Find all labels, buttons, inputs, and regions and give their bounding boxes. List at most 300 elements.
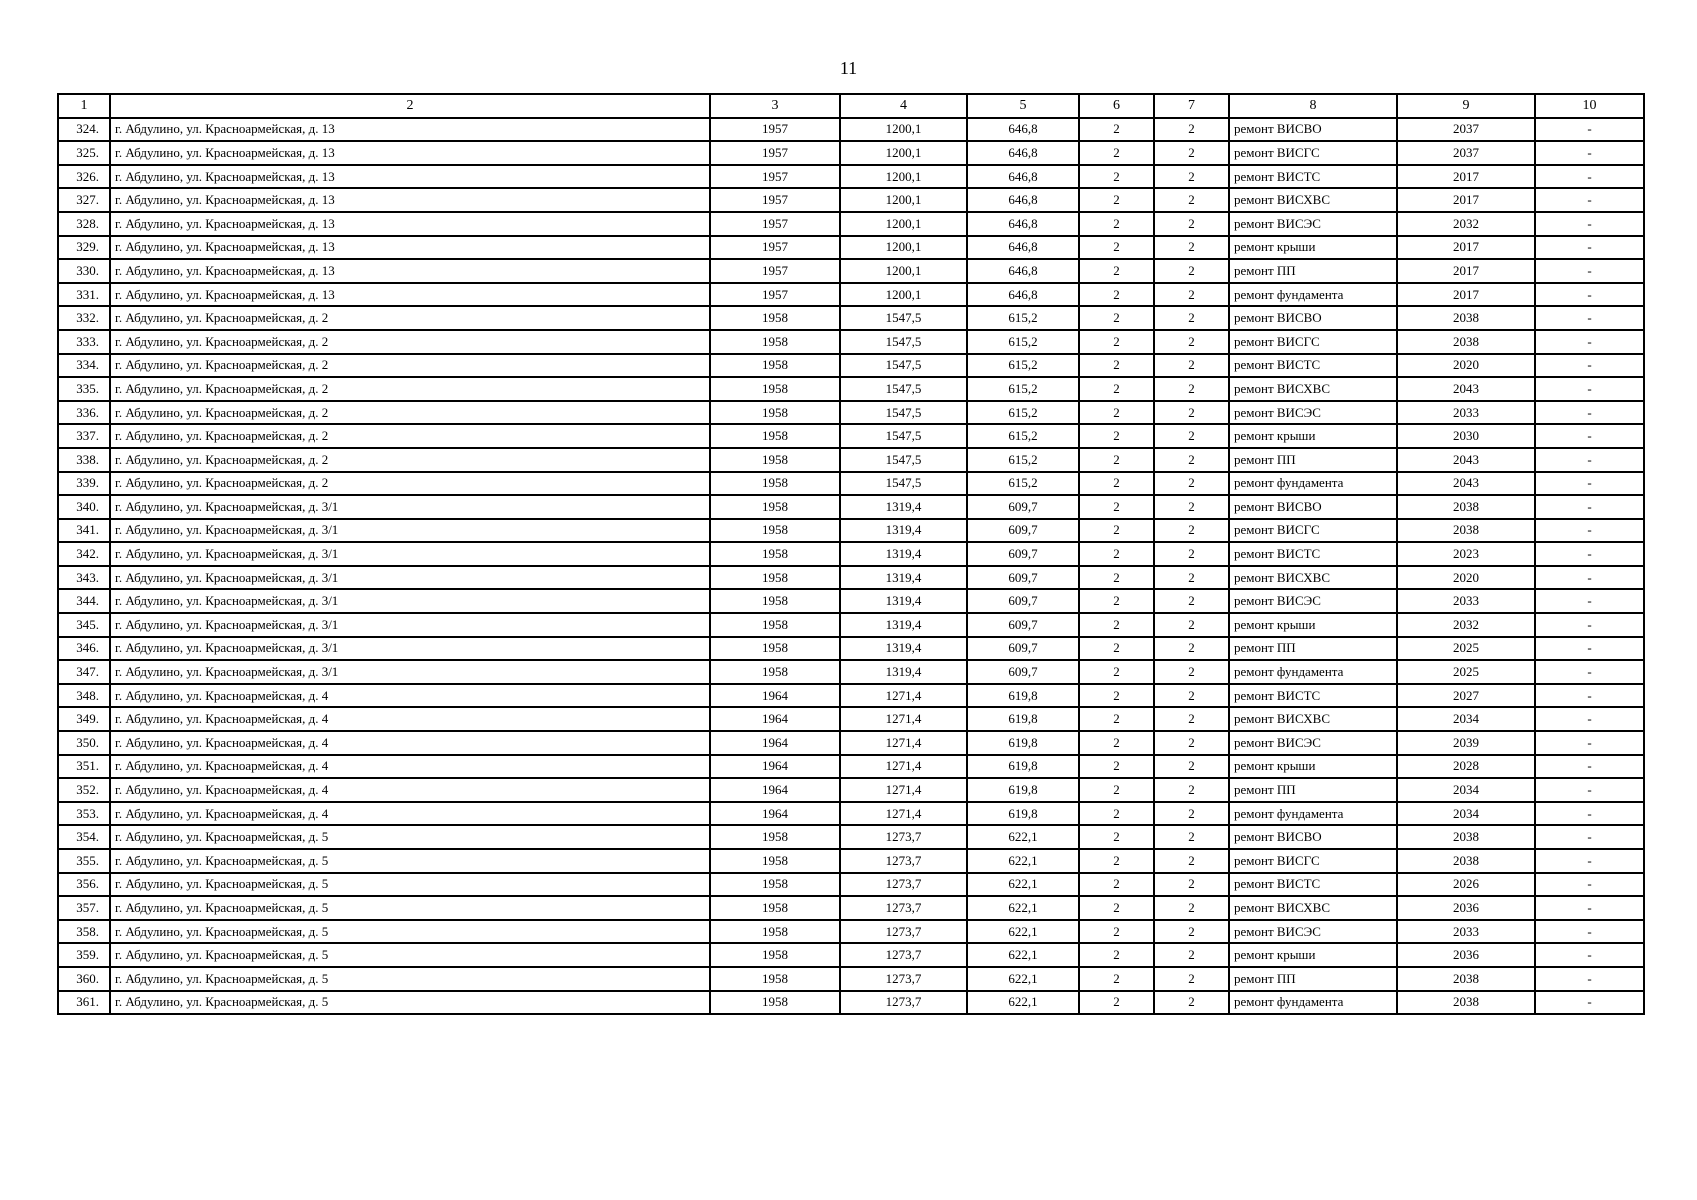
col-year-built-cell: 1958 [710,660,840,684]
table-row [58,165,1644,189]
col-living-area-cell: 615,2 [967,306,1079,330]
col-floors-cell: 2 [1079,943,1154,967]
col-number-cell: 334. [58,354,110,378]
col-floors-cell: 2 [1079,377,1154,401]
col-year-planned-cell: 2038 [1397,519,1535,543]
col-total-area-cell: 1319,4 [840,519,967,543]
col-note-cell: - [1535,613,1644,637]
col-living-area-cell: 609,7 [967,613,1079,637]
col-number-cell: 337. [58,424,110,448]
col-address-cell: г. Абдулино, ул. Красноармейская, д. 5 [110,825,710,849]
col-number-cell: 336. [58,401,110,425]
col-number-cell: 349. [58,707,110,731]
col-address-cell: г. Абдулино, ул. Красноармейская, д. 5 [110,873,710,897]
col-year-planned-cell: 2033 [1397,401,1535,425]
col-total-area-cell: 1319,4 [840,566,967,590]
col-entrances-cell: 2 [1154,896,1229,920]
table-row [58,283,1644,307]
col-address-cell: г. Абдулино, ул. Красноармейская, д. 4 [110,802,710,826]
col-floors-cell: 2 [1079,637,1154,661]
col-floors-cell: 2 [1079,920,1154,944]
col-entrances-cell: 2 [1154,424,1229,448]
col-work-type-cell: ремонт крыши [1229,943,1397,967]
col-floors-cell: 2 [1079,495,1154,519]
col-address-cell: г. Абдулино, ул. Красноармейская, д. 3/1 [110,566,710,590]
col-number-cell: 328. [58,212,110,236]
table-row [58,448,1644,472]
col-note-cell: - [1535,967,1644,991]
table-row [58,896,1644,920]
col-number-cell: 358. [58,920,110,944]
col-total-area-cell: 1319,4 [840,613,967,637]
col-year-planned-cell: 2020 [1397,566,1535,590]
col-address-cell: г. Абдулино, ул. Красноармейская, д. 2 [110,424,710,448]
col-year-built-cell: 1964 [710,684,840,708]
col-entrances-cell: 2 [1154,825,1229,849]
col-living-area-cell: 646,8 [967,236,1079,260]
table-row [58,141,1644,165]
table-row [58,306,1644,330]
col-year-built-cell: 1958 [710,542,840,566]
col-year-built-cell: 1964 [710,802,840,826]
col-total-area-cell: 1200,1 [840,236,967,260]
col-floors-cell: 2 [1079,802,1154,826]
col-total-area-cell: 1271,4 [840,731,967,755]
col-floors-cell: 2 [1079,118,1154,142]
col-total-area-cell: 1273,7 [840,873,967,897]
col-work-type-cell: ремонт фундамента [1229,991,1397,1015]
table-row [58,991,1644,1015]
col-work-type-cell: ремонт ВИСГС [1229,519,1397,543]
col-note-cell: - [1535,637,1644,661]
col-address-cell: г. Абдулино, ул. Красноармейская, д. 4 [110,778,710,802]
col-work-type-cell: ремонт фундамента [1229,660,1397,684]
col-address-cell: г. Абдулино, ул. Красноармейская, д. 13 [110,118,710,142]
col-address-cell: г. Абдулино, ул. Красноармейская, д. 2 [110,448,710,472]
col-address-cell: г. Абдулино, ул. Красноармейская, д. 4 [110,707,710,731]
col-total-area-cell: 1200,1 [840,188,967,212]
col-number-cell: 359. [58,943,110,967]
col-work-type-cell: ремонт ВИСВО [1229,306,1397,330]
table-row [58,118,1644,142]
col-entrances-cell: 2 [1154,236,1229,260]
col-living-area-cell: 622,1 [967,920,1079,944]
table-row [58,236,1644,260]
col-floors-cell: 2 [1079,330,1154,354]
col-note-cell: - [1535,354,1644,378]
col-work-type-cell: ремонт крыши [1229,424,1397,448]
col-entrances-cell: 2 [1154,259,1229,283]
col-work-type-cell: ремонт ВИСХВС [1229,188,1397,212]
col-address-cell: г. Абдулино, ул. Красноармейская, д. 5 [110,991,710,1015]
col-entrances-cell: 2 [1154,141,1229,165]
col-living-area-cell: 619,8 [967,755,1079,779]
col-number-cell: 325. [58,141,110,165]
col-entrances-cell: 2 [1154,660,1229,684]
header-col-entrances: 7 [1154,94,1229,118]
col-work-type-cell: ремонт фундамента [1229,802,1397,826]
col-entrances-cell: 2 [1154,778,1229,802]
col-living-area-cell: 619,8 [967,802,1079,826]
col-year-planned-cell: 2023 [1397,542,1535,566]
col-number-cell: 361. [58,991,110,1015]
col-total-area-cell: 1547,5 [840,448,967,472]
col-number-cell: 330. [58,259,110,283]
table-row [58,401,1644,425]
col-entrances-cell: 2 [1154,306,1229,330]
table-row [58,259,1644,283]
col-year-built-cell: 1957 [710,283,840,307]
col-year-planned-cell: 2032 [1397,613,1535,637]
col-note-cell: - [1535,778,1644,802]
col-year-planned-cell: 2017 [1397,165,1535,189]
col-note-cell: - [1535,236,1644,260]
col-floors-cell: 2 [1079,141,1154,165]
col-entrances-cell: 2 [1154,731,1229,755]
col-living-area-cell: 646,8 [967,118,1079,142]
col-year-built-cell: 1957 [710,259,840,283]
col-address-cell: г. Абдулино, ул. Красноармейская, д. 2 [110,472,710,496]
col-year-built-cell: 1958 [710,873,840,897]
header-col-note: 10 [1535,94,1644,118]
col-year-built-cell: 1958 [710,448,840,472]
col-total-area-cell: 1319,4 [840,637,967,661]
col-year-built-cell: 1958 [710,495,840,519]
col-year-built-cell: 1957 [710,165,840,189]
table-row [58,472,1644,496]
col-floors-cell: 2 [1079,448,1154,472]
col-year-planned-cell: 2027 [1397,684,1535,708]
col-note-cell: - [1535,472,1644,496]
table-row [58,188,1644,212]
col-note-cell: - [1535,188,1644,212]
col-year-built-cell: 1958 [710,991,840,1015]
col-entrances-cell: 2 [1154,802,1229,826]
table-row [58,495,1644,519]
page-number: 11 [839,58,858,78]
col-entrances-cell: 2 [1154,920,1229,944]
col-entrances-cell: 2 [1154,613,1229,637]
col-note-cell: - [1535,495,1644,519]
col-living-area-cell: 615,2 [967,377,1079,401]
header-col-address: 2 [110,94,710,118]
col-year-built-cell: 1957 [710,212,840,236]
col-number-cell: 345. [58,613,110,637]
col-year-planned-cell: 2038 [1397,825,1535,849]
col-number-cell: 327. [58,188,110,212]
col-total-area-cell: 1319,4 [840,589,967,613]
col-floors-cell: 2 [1079,873,1154,897]
col-total-area-cell: 1547,5 [840,424,967,448]
col-entrances-cell: 2 [1154,755,1229,779]
col-address-cell: г. Абдулино, ул. Красноармейская, д. 3/1 [110,495,710,519]
col-note-cell: - [1535,943,1644,967]
table-row [58,637,1644,661]
col-address-cell: г. Абдулино, ул. Красноармейская, д. 3/1 [110,660,710,684]
col-note-cell: - [1535,896,1644,920]
col-address-cell: г. Абдулино, ул. Красноармейская, д. 13 [110,259,710,283]
col-number-cell: 338. [58,448,110,472]
table-row [58,920,1644,944]
col-work-type-cell: ремонт крыши [1229,613,1397,637]
table-row [58,731,1644,755]
table-body [58,118,1644,1015]
col-living-area-cell: 622,1 [967,943,1079,967]
col-entrances-cell: 2 [1154,495,1229,519]
col-living-area-cell: 646,8 [967,165,1079,189]
table-row [58,519,1644,543]
col-living-area-cell: 609,7 [967,589,1079,613]
col-number-cell: 348. [58,684,110,708]
col-year-built-cell: 1958 [710,566,840,590]
col-year-built-cell: 1964 [710,755,840,779]
col-note-cell: - [1535,849,1644,873]
col-total-area-cell: 1200,1 [840,141,967,165]
col-total-area-cell: 1273,7 [840,849,967,873]
col-living-area-cell: 615,2 [967,448,1079,472]
col-year-built-cell: 1958 [710,424,840,448]
col-note-cell: - [1535,377,1644,401]
col-total-area-cell: 1273,7 [840,991,967,1015]
col-year-built-cell: 1958 [710,825,840,849]
col-living-area-cell: 615,2 [967,401,1079,425]
col-note-cell: - [1535,141,1644,165]
col-work-type-cell: ремонт ВИСВО [1229,495,1397,519]
col-floors-cell: 2 [1079,731,1154,755]
col-living-area-cell: 622,1 [967,873,1079,897]
col-year-built-cell: 1958 [710,896,840,920]
col-total-area-cell: 1547,5 [840,401,967,425]
col-work-type-cell: ремонт фундамента [1229,472,1397,496]
col-note-cell: - [1535,424,1644,448]
col-floors-cell: 2 [1079,472,1154,496]
col-year-planned-cell: 2038 [1397,330,1535,354]
col-floors-cell: 2 [1079,306,1154,330]
col-year-planned-cell: 2038 [1397,495,1535,519]
col-address-cell: г. Абдулино, ул. Красноармейская, д. 2 [110,401,710,425]
col-work-type-cell: ремонт ВИСЭС [1229,589,1397,613]
col-year-built-cell: 1964 [710,707,840,731]
col-work-type-cell: ремонт ПП [1229,448,1397,472]
col-year-planned-cell: 2043 [1397,448,1535,472]
col-address-cell: г. Абдулино, ул. Красноармейская, д. 13 [110,165,710,189]
col-address-cell: г. Абдулино, ул. Красноармейская, д. 13 [110,141,710,165]
col-floors-cell: 2 [1079,283,1154,307]
col-address-cell: г. Абдулино, ул. Красноармейская, д. 5 [110,849,710,873]
register-table [57,93,1645,1015]
col-work-type-cell: ремонт фундамента [1229,283,1397,307]
col-note-cell: - [1535,283,1644,307]
col-total-area-cell: 1271,4 [840,778,967,802]
col-year-planned-cell: 2017 [1397,188,1535,212]
col-entrances-cell: 2 [1154,212,1229,236]
col-note-cell: - [1535,825,1644,849]
col-note-cell: - [1535,873,1644,897]
col-entrances-cell: 2 [1154,519,1229,543]
col-number-cell: 331. [58,283,110,307]
col-address-cell: г. Абдулино, ул. Красноармейская, д. 3/1 [110,542,710,566]
col-total-area-cell: 1547,5 [840,354,967,378]
col-work-type-cell: ремонт ВИСГС [1229,141,1397,165]
col-total-area-cell: 1547,5 [840,330,967,354]
col-address-cell: г. Абдулино, ул. Красноармейская, д. 13 [110,188,710,212]
col-number-cell: 343. [58,566,110,590]
col-work-type-cell: ремонт ВИСТС [1229,873,1397,897]
col-year-planned-cell: 2033 [1397,920,1535,944]
col-year-built-cell: 1958 [710,849,840,873]
col-note-cell: - [1535,401,1644,425]
col-entrances-cell: 2 [1154,283,1229,307]
col-year-planned-cell: 2039 [1397,731,1535,755]
col-year-built-cell: 1958 [710,943,840,967]
col-floors-cell: 2 [1079,188,1154,212]
col-living-area-cell: 609,7 [967,566,1079,590]
col-number-cell: 333. [58,330,110,354]
col-number-cell: 346. [58,637,110,661]
col-address-cell: г. Абдулино, ул. Красноармейская, д. 5 [110,920,710,944]
col-entrances-cell: 2 [1154,354,1229,378]
col-note-cell: - [1535,755,1644,779]
col-total-area-cell: 1200,1 [840,165,967,189]
col-living-area-cell: 646,8 [967,188,1079,212]
col-address-cell: г. Абдулино, ул. Красноармейская, д. 13 [110,283,710,307]
col-work-type-cell: ремонт ПП [1229,637,1397,661]
col-address-cell: г. Абдулино, ул. Красноармейская, д. 5 [110,967,710,991]
col-floors-cell: 2 [1079,967,1154,991]
col-floors-cell: 2 [1079,991,1154,1015]
col-year-built-cell: 1958 [710,920,840,944]
col-year-planned-cell: 2026 [1397,873,1535,897]
col-year-built-cell: 1958 [710,613,840,637]
col-floors-cell: 2 [1079,165,1154,189]
col-year-built-cell: 1958 [710,306,840,330]
table-row [58,825,1644,849]
col-year-built-cell: 1964 [710,731,840,755]
col-entrances-cell: 2 [1154,707,1229,731]
col-note-cell: - [1535,991,1644,1015]
col-note-cell: - [1535,306,1644,330]
col-entrances-cell: 2 [1154,118,1229,142]
col-entrances-cell: 2 [1154,566,1229,590]
col-number-cell: 354. [58,825,110,849]
col-year-planned-cell: 2017 [1397,236,1535,260]
col-entrances-cell: 2 [1154,330,1229,354]
col-floors-cell: 2 [1079,354,1154,378]
col-number-cell: 340. [58,495,110,519]
col-note-cell: - [1535,448,1644,472]
col-year-built-cell: 1957 [710,141,840,165]
col-year-planned-cell: 2032 [1397,212,1535,236]
col-number-cell: 347. [58,660,110,684]
col-floors-cell: 2 [1079,589,1154,613]
col-number-cell: 350. [58,731,110,755]
table-row [58,424,1644,448]
col-year-planned-cell: 2017 [1397,283,1535,307]
col-year-built-cell: 1957 [710,236,840,260]
col-note-cell: - [1535,660,1644,684]
col-work-type-cell: ремонт ВИСЭС [1229,212,1397,236]
col-year-planned-cell: 2033 [1397,589,1535,613]
col-total-area-cell: 1547,5 [840,472,967,496]
table-row [58,377,1644,401]
col-address-cell: г. Абдулино, ул. Красноармейская, д. 4 [110,684,710,708]
col-living-area-cell: 622,1 [967,825,1079,849]
col-note-cell: - [1535,212,1644,236]
col-living-area-cell: 615,2 [967,472,1079,496]
col-floors-cell: 2 [1079,778,1154,802]
col-total-area-cell: 1200,1 [840,118,967,142]
table-row [58,849,1644,873]
col-address-cell: г. Абдулино, ул. Красноармейская, д. 5 [110,896,710,920]
col-note-cell: - [1535,589,1644,613]
header-col-year-built: 3 [710,94,840,118]
col-note-cell: - [1535,542,1644,566]
col-address-cell: г. Абдулино, ул. Красноармейская, д. 3/1 [110,589,710,613]
col-total-area-cell: 1273,7 [840,920,967,944]
col-year-built-cell: 1957 [710,188,840,212]
col-address-cell: г. Абдулино, ул. Красноармейская, д. 3/1 [110,637,710,661]
col-address-cell: г. Абдулино, ул. Красноармейская, д. 3/1 [110,613,710,637]
col-living-area-cell: 609,7 [967,637,1079,661]
col-floors-cell: 2 [1079,755,1154,779]
col-total-area-cell: 1319,4 [840,542,967,566]
col-address-cell: г. Абдулино, ул. Красноармейская, д. 13 [110,212,710,236]
col-year-built-cell: 1958 [710,401,840,425]
col-living-area-cell: 619,8 [967,778,1079,802]
col-work-type-cell: ремонт ВИСВО [1229,118,1397,142]
col-year-planned-cell: 2034 [1397,707,1535,731]
col-number-cell: 326. [58,165,110,189]
col-living-area-cell: 622,1 [967,849,1079,873]
col-number-cell: 353. [58,802,110,826]
col-total-area-cell: 1273,7 [840,943,967,967]
table-row [58,707,1644,731]
col-entrances-cell: 2 [1154,637,1229,661]
col-year-planned-cell: 2037 [1397,141,1535,165]
col-year-planned-cell: 2030 [1397,424,1535,448]
col-entrances-cell: 2 [1154,542,1229,566]
col-year-planned-cell: 2034 [1397,778,1535,802]
col-living-area-cell: 646,8 [967,212,1079,236]
col-entrances-cell: 2 [1154,472,1229,496]
col-year-built-cell: 1958 [710,472,840,496]
col-address-cell: г. Абдулино, ул. Красноармейская, д. 4 [110,755,710,779]
col-note-cell: - [1535,165,1644,189]
header-col-number: 1 [58,94,110,118]
col-address-cell: г. Абдулино, ул. Красноармейская, д. 2 [110,306,710,330]
col-total-area-cell: 1547,5 [840,306,967,330]
col-floors-cell: 2 [1079,660,1154,684]
col-entrances-cell: 2 [1154,967,1229,991]
col-entrances-cell: 2 [1154,165,1229,189]
col-work-type-cell: ремонт ВИСХВС [1229,566,1397,590]
col-year-planned-cell: 2025 [1397,637,1535,661]
col-floors-cell: 2 [1079,542,1154,566]
col-entrances-cell: 2 [1154,401,1229,425]
col-floors-cell: 2 [1079,896,1154,920]
table-row [58,684,1644,708]
col-living-area-cell: 619,8 [967,684,1079,708]
col-address-cell: г. Абдулино, ул. Красноармейская, д. 5 [110,943,710,967]
col-total-area-cell: 1319,4 [840,660,967,684]
col-total-area-cell: 1271,4 [840,684,967,708]
col-work-type-cell: ремонт ПП [1229,778,1397,802]
col-address-cell: г. Абдулино, ул. Красноармейская, д. 2 [110,330,710,354]
col-work-type-cell: ремонт ВИСГС [1229,330,1397,354]
col-entrances-cell: 2 [1154,943,1229,967]
col-work-type-cell: ремонт ВИСТС [1229,542,1397,566]
col-floors-cell: 2 [1079,519,1154,543]
